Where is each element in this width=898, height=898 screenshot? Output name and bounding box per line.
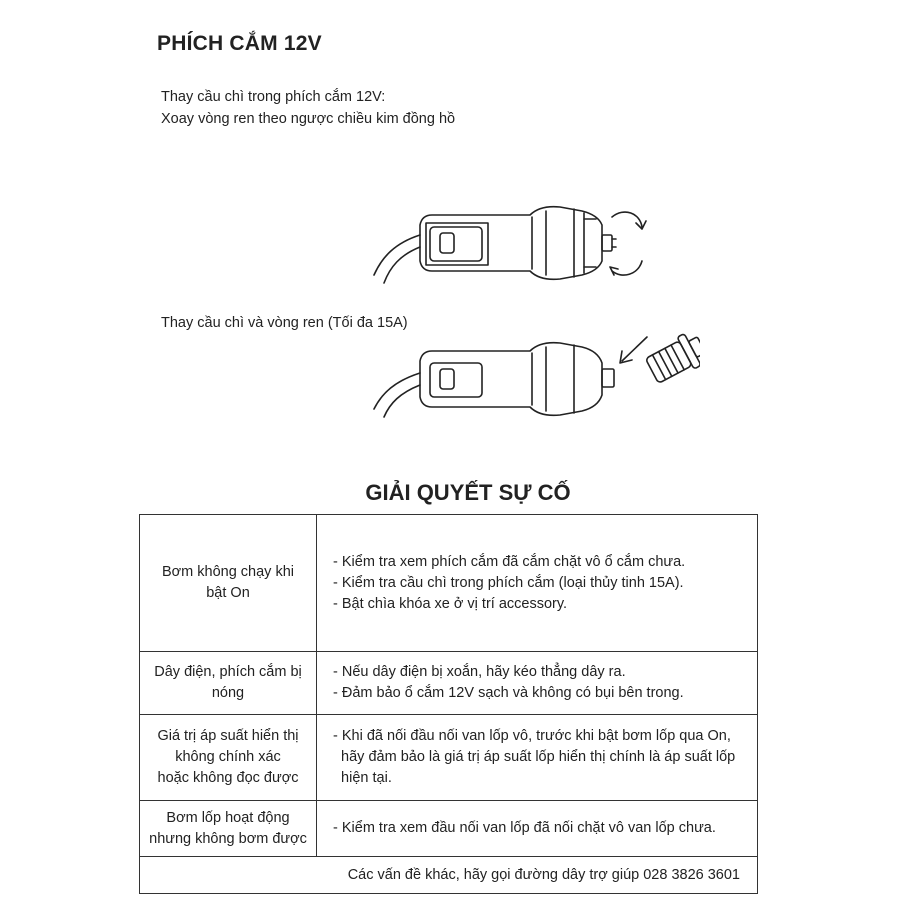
page-title: PHÍCH CẮM 12V: [157, 32, 322, 55]
problem-line: Bơm lốp hoạt động: [166, 809, 290, 826]
problem-line: Dây điện, phích cắm bị: [154, 664, 302, 680]
plug-rotation-illustration: [370, 195, 660, 295]
helpline-note: Các vấn đề khác, hãy gọi đường dây trợ giúp 028 3826 3601: [140, 857, 758, 894]
solution-line: - Đảm bảo ổ cắm 12V sạch và không có bụi bên trong.: [333, 685, 684, 701]
table-footer-row: [140, 857, 758, 894]
problem-line: bật On: [206, 585, 250, 601]
problem-cell: [140, 715, 317, 801]
solution-cell: [317, 652, 758, 715]
solution-line: hiện tại.: [333, 770, 392, 786]
problem-line: không chính xác: [175, 749, 281, 765]
solution-line: - Kiểm tra xem đầu nối van lốp đã nối chặt vô van lốp chưa.: [333, 820, 716, 836]
solution-line: - Kiểm tra xem phích cắm đã cắm chặt vô ổ cắm chưa.: [333, 553, 686, 570]
solution-line: - Kiểm tra cầu chì trong phích cắm (loại thủy tinh 15A).: [333, 574, 684, 591]
problem-cell: [140, 515, 317, 652]
instruction-line-1: Thay cầu chì trong phích cắm 12V:: [161, 89, 386, 105]
problem-line: hoặc không đọc được: [157, 770, 299, 786]
solution-line: hãy đảm bảo là giá trị áp suất lốp hiển thị chính là áp suất lốp: [333, 749, 736, 765]
instruction-line-2: Xoay vòng ren theo ngược chiều kim đồng hồ: [161, 111, 456, 127]
problem-cell: [140, 652, 317, 715]
problem-line: nhưng không bơm được: [149, 830, 307, 847]
table-row: [140, 652, 758, 715]
solution-cell: [317, 515, 758, 652]
solution-cell: [317, 801, 758, 857]
troubleshooting-table: [139, 514, 758, 894]
solution-line: - Nếu dây điện bị xoắn, hãy kéo thẳng dây ra.: [333, 664, 626, 680]
table-row: [140, 715, 758, 801]
problem-cell: [140, 801, 317, 857]
table-row: [140, 515, 758, 652]
problem-line: Bơm không chạy khi: [161, 564, 294, 580]
troubleshooting-title: GIẢI QUYẾT SỰ CỐ: [365, 480, 571, 505]
solution-line: - Khi đã nối đầu nối van lốp vô, trước khi bật bơm lốp qua On,: [333, 728, 731, 744]
fuse-replacement-caption: Thay cầu chì và vòng ren (Tối đa 15A): [161, 315, 408, 331]
solution-line: - Bật chìa khóa xe ở vị trí accessory.: [333, 595, 568, 612]
solution-cell: [317, 715, 758, 801]
problem-line: nóng: [211, 685, 245, 701]
table-row: [140, 801, 758, 857]
problem-line: Giá trị áp suất hiển thị: [157, 728, 299, 744]
plug-fuse-illustration: [370, 333, 700, 428]
fuse-instructions: [161, 86, 455, 130]
